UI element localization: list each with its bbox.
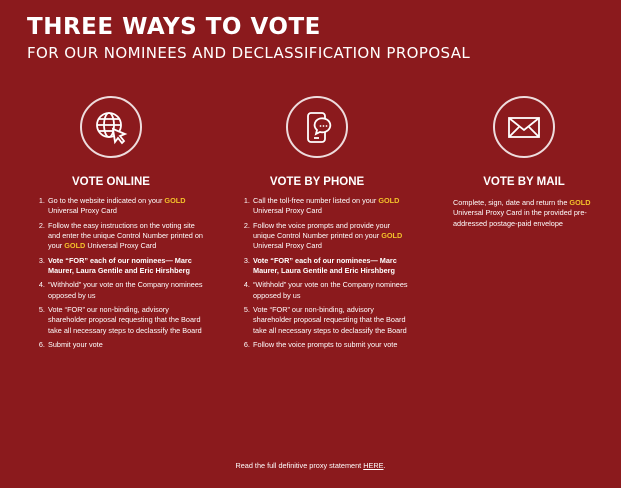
step-item — [47, 256, 206, 277]
step-text: Follow the voice prompts to submit your vote — [253, 340, 398, 350]
step-item — [252, 280, 411, 301]
step-text: “Withhold” your vote on the Company nominees opposed by us — [48, 280, 203, 300]
step-text: “Withhold” your vote on the Company nominees opposed by us — [253, 280, 408, 300]
gold-keyword: GOLD — [381, 230, 403, 240]
page-title: THREE WAYS TO VOTE — [27, 14, 321, 40]
mail-text-part: Complete, sign, date and return the — [453, 198, 570, 207]
globe-cursor-icon — [91, 107, 131, 147]
step-text: Universal Proxy Card — [253, 206, 322, 216]
envelope-icon — [504, 107, 544, 147]
step-text: Universal Proxy Card — [85, 241, 157, 251]
step-item — [47, 305, 206, 336]
footer-note — [0, 461, 621, 470]
step-text: Universal Proxy Card — [48, 206, 117, 216]
gold-keyword: GOLD — [64, 241, 86, 251]
step-text: Universal Proxy Card — [253, 241, 322, 251]
vote-mail-icon-circle — [493, 96, 555, 158]
footer-text: Read the full definitive proxy statement — [235, 461, 364, 470]
vote-phone-icon-circle — [286, 96, 348, 158]
step-text: Go to the website indicated on your — [48, 196, 165, 205]
step-text: Follow the voice prompts and provide your unique Control Number printed on your — [253, 220, 391, 240]
vote-mail-heading: VOTE BY MAIL — [483, 176, 565, 188]
gold-keyword: GOLD — [378, 196, 400, 205]
step-text: Vote “FOR” our non-binding, advisory shareholder proposal requesting that the Board take all necessary steps to declassify the Board — [48, 305, 202, 335]
step-text: Call the toll-free number listed on your — [253, 196, 379, 205]
vote-phone-heading: VOTE BY PHONE — [269, 176, 365, 188]
vote-mail-instructions — [453, 198, 608, 229]
step-text: Submit your vote — [48, 340, 103, 350]
step-item — [252, 256, 411, 277]
step-text-bold: Vote “FOR” each of our nominees— Marc Maurer, Laura Gentile and Eric Hirshberg — [253, 255, 397, 275]
step-item — [252, 340, 411, 350]
page-subtitle: FOR OUR NOMINEES AND DECLASSIFICATION PROPOSAL — [27, 44, 471, 62]
step-text: Vote “FOR” our non-binding, advisory shareholder proposal requesting that the Board take all necessary steps to declassify the Board — [253, 305, 407, 335]
vote-online-heading: VOTE ONLINE — [72, 176, 150, 188]
vote-phone-steps — [241, 196, 411, 354]
footer-period: . — [383, 461, 386, 470]
mail-text-part: Universal Proxy Card in the provided pre-addressed postage-paid envelope — [453, 208, 587, 228]
step-item — [47, 280, 206, 301]
phone-chat-icon — [297, 107, 337, 147]
step-item — [252, 305, 411, 336]
step-item — [47, 221, 206, 252]
vote-online-icon-circle — [80, 96, 142, 158]
step-item — [252, 196, 411, 217]
gold-keyword: GOLD — [569, 198, 591, 207]
proxy-statement-link[interactable]: HERE — [363, 461, 384, 470]
gold-keyword: GOLD — [164, 196, 186, 205]
step-item — [47, 340, 206, 350]
step-item — [252, 221, 411, 252]
vote-online-steps — [36, 196, 206, 354]
step-text: Follow the easy instructions on the voting site and enter the unique Control Number printed on your — [48, 220, 203, 251]
step-item — [47, 196, 206, 217]
step-text-bold: Vote “FOR” each of our nominees— Marc Maurer, Laura Gentile and Eric Hirshberg — [48, 255, 192, 275]
